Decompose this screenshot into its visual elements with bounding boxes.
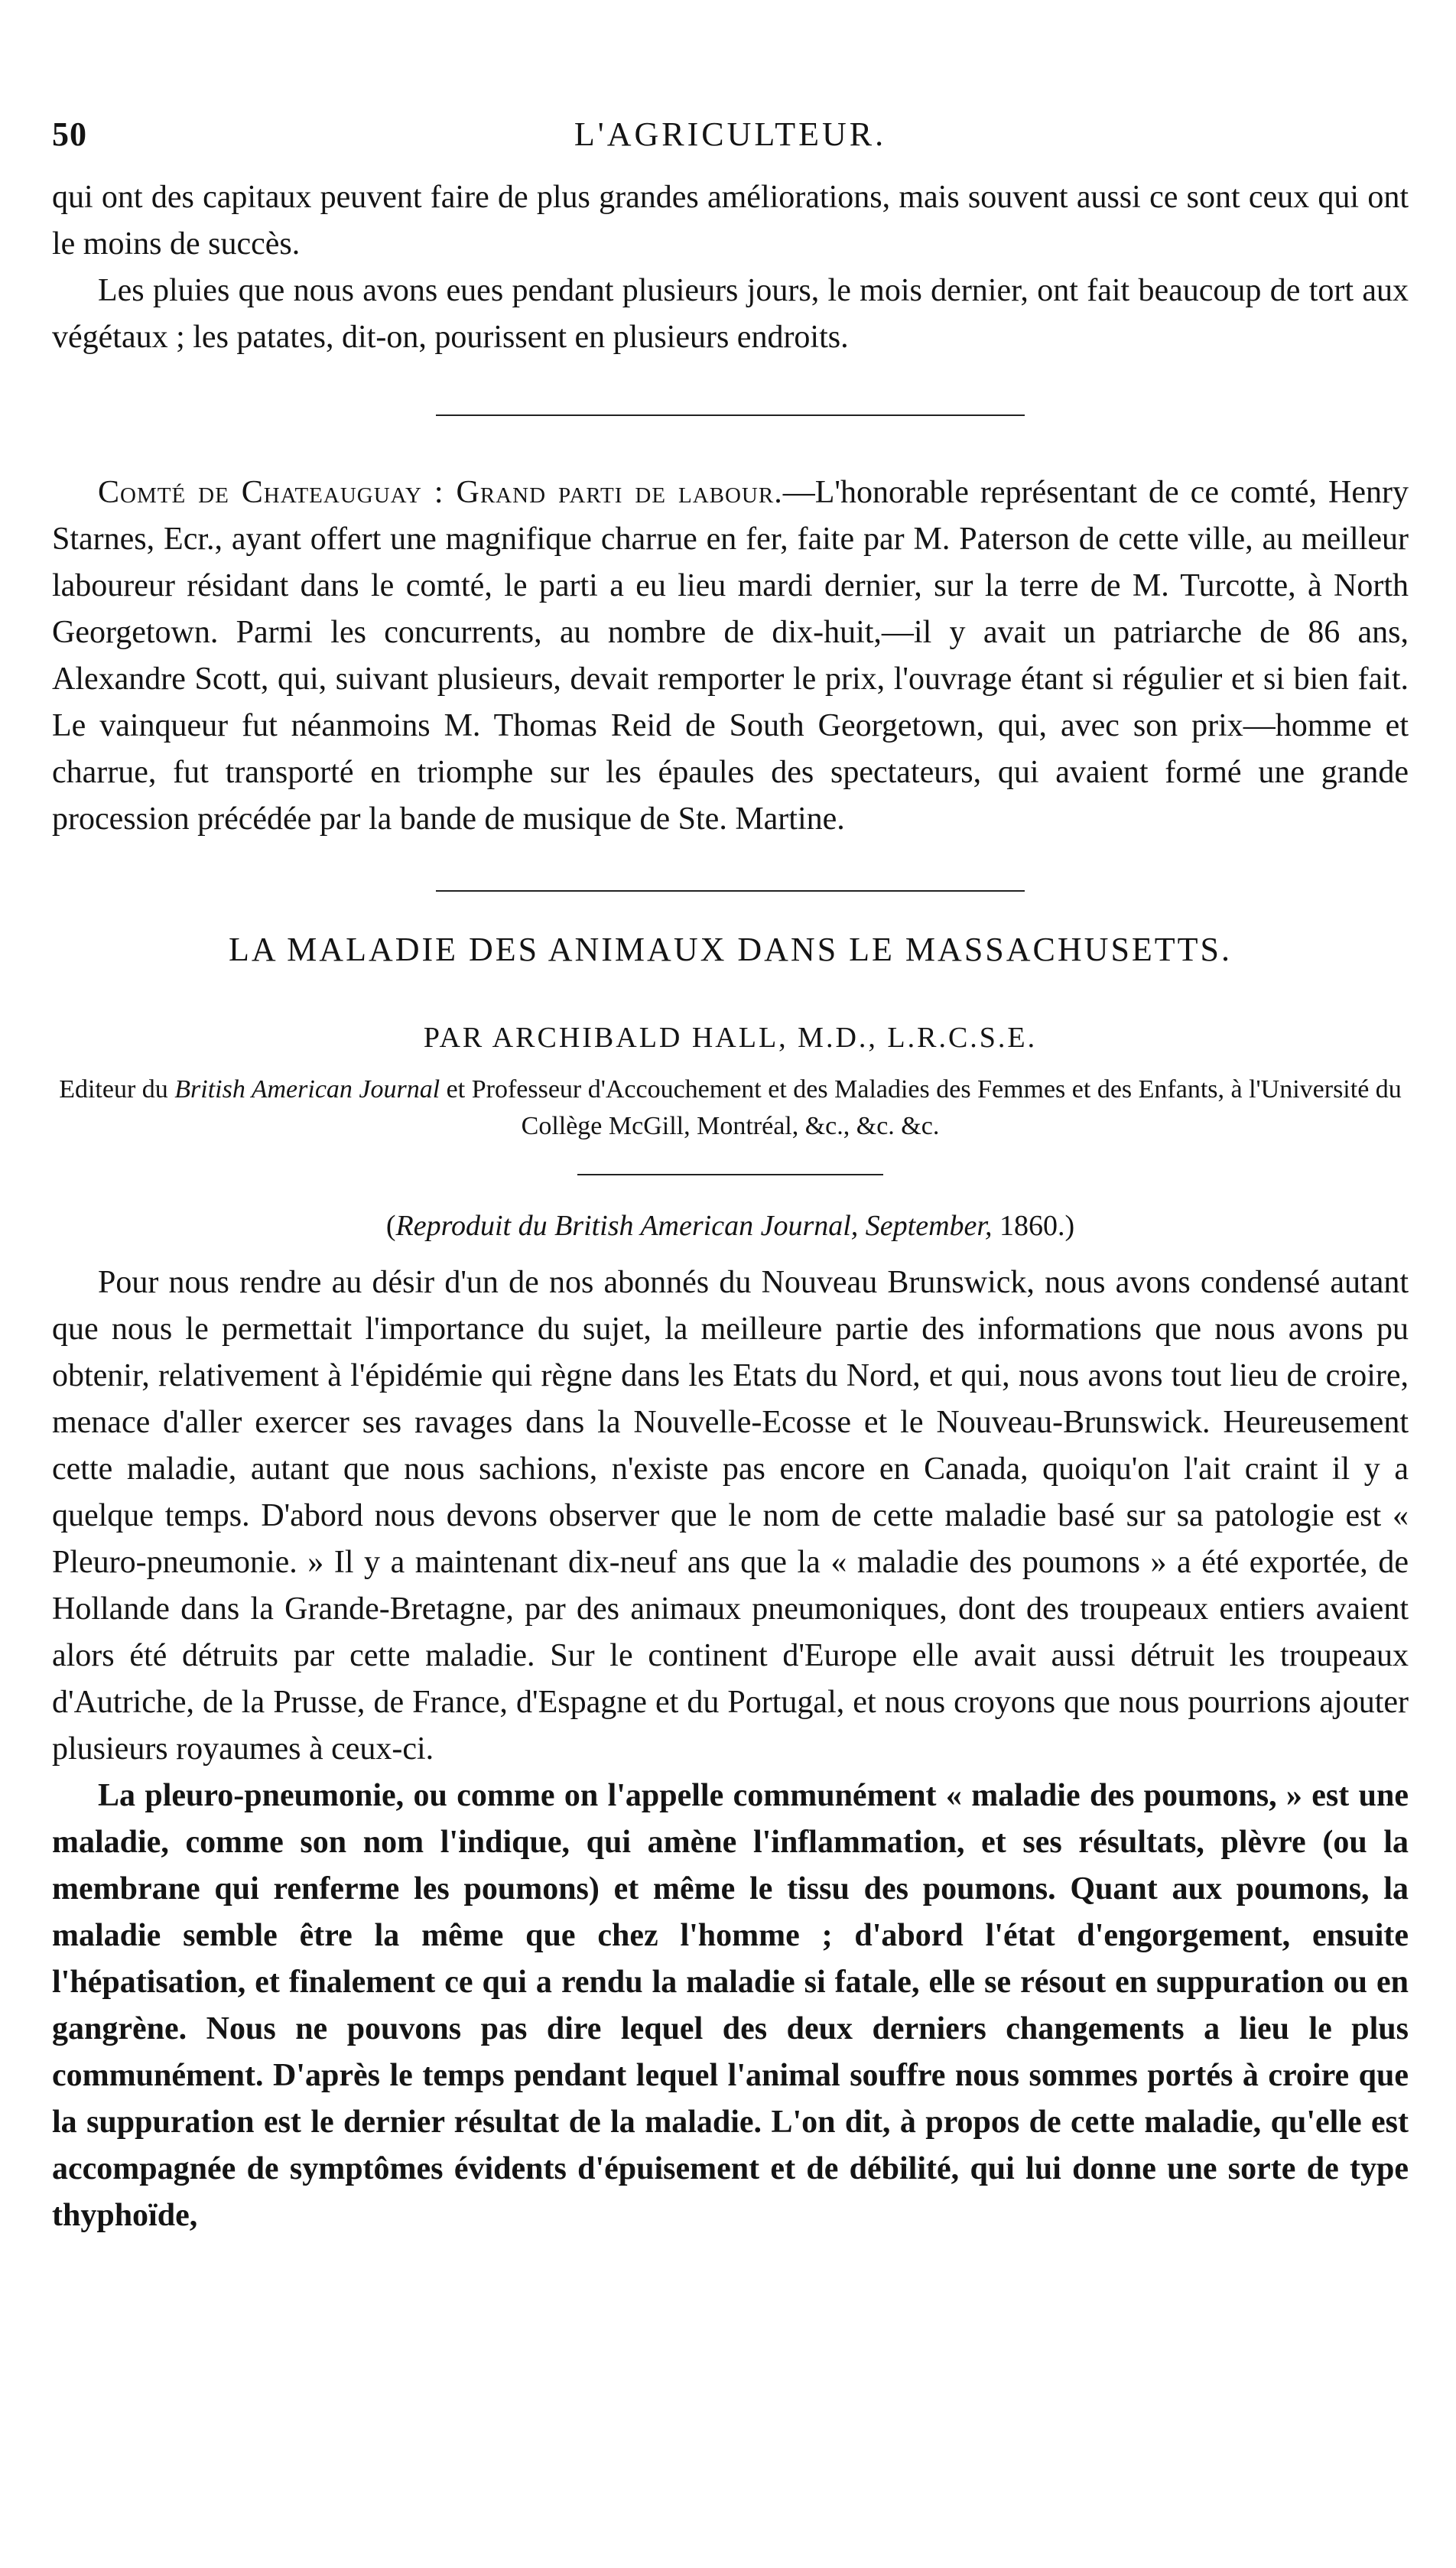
- running-title: L'AGRICULTEUR.: [574, 115, 887, 153]
- section-divider: [577, 1174, 883, 1175]
- journal-name: British American Journal: [174, 1075, 440, 1104]
- intro-paragraph-2: Les pluies que nous avons eues pendant plusieurs jours, le mois dernier, ont fait beaucoup de tort aux végétaux ; les patates, dit-on, pourissent en plusieurs endroits.: [52, 273, 1409, 355]
- article-paragraph-2: La pleuro-pneumonie, ou comme on l'appelle communément « maladie des poumons, » est une maladie, comme son nom l'indique, qui amène l'inflammation, et ses résultats, plèvre (ou la membrane qui renferme les poumons) et même le tissu des poumons. Quant aux poumons, la maladie semble être la même que chez l'homme ; d'abord l'état d'engorgement, ensuite l'hépatisation, et finalement ce qui a rendu la maladie si fatale, elle se résout en suppuration ou en gangrène. Nous ne pouvons pas dire lequel des deux derniers changements a lieu le plus communément. D'après le temps pendant lequel l'animal souffre nous sommes portés à croire que la suppuration est le dernier résultat de la maladie. L'on dit, à propos de cette maladie, qu'elle est accompagnée de symptômes évidents d'épuisement et de débilité, qui lui donne une sorte de type thyphoïde,: [52, 1778, 1409, 2233]
- book-page: [52, 115, 1409, 2239]
- page-header: [52, 115, 1409, 168]
- news-item: [52, 470, 1409, 843]
- intro-paragraph-1: qui ont des capitaux peuvent faire de plus grandes améliorations, mais souvent aussi ce sont ceux qui ont le moins de succès.: [52, 180, 1409, 262]
- article-title: LA MALADIE DES ANIMAUX DANS LE MASSACHUSETTS.: [228, 931, 1233, 968]
- reprint-note: (Reproduit du British American Journal, September, 1860.): [385, 1210, 1075, 1242]
- author-affiliation: Editeur du British American Journal et Professeur d'Accouchement et des Maladies des Femmes et des Enfants, à l'Université du Collège McGill, Montréal, &c., &c. &c.: [59, 1075, 1402, 1140]
- news-body: —L'honorable représentant de ce comté, Henry Starnes, Ecr., ayant offert une magnifique charrue en fer, faite par M. Paterson de cette ville, au meilleur laboureur résidant dans le comté, le parti a eu lieu mardi dernier, sur la terre de M. Turcotte, à North Georgetown. Parmi les concurrents, au nombre de dix-huit,—il y avait un patriarche de 86 ans, Alexandre Scott, qui, suivant plusieurs, devait remporter le prix, l'ouvrage étant si régulier et si bien fait. Le vainqueur fut néanmoins M. Thomas Reid de South Georgetown, qui, avec son prix—homme et charrue, fut transporté en triomphe sur les épaules des spectateurs, qui avaient formé une grande procession précédée par la bande de musique de Ste. Martine.: [52, 475, 1409, 837]
- article-paragraph-1: Pour nous rendre au désir d'un de nos abonnés du Nouveau Brunswick, nous avons condensé autant que nous le permettait l'importance du sujet, la meilleure partie des informations que nous avons pu obtenir, relativement à l'épidémie qui règne dans les Etats du Nord, et qui, nous avons tout lieu de croire, menace d'aller exercer ses ravages dans la Nouvelle-Ecosse et le Nouveau-Brunswick. Heureusement cette maladie, autant que nous sachions, n'existe pas encore en Canada, quoiqu'on l'ait craint il y a quelque temps. D'abord nous devons observer que le nom de cette maladie basé sur sa patologie est « Pleuro-pneumonie. » Il y a maintenant dix-neuf ans que la « maladie des poumons » a été exportée, de Hollande dans la Grande-Bretagne, par des animaux pneumoniques, dont des troupeaux entiers avaient alors été détruits par cette maladie. Sur le continent d'Europe elle avait aussi détruit les troupeaux d'Autriche, de la Prusse, de France, d'Espagne et du Portugal, et nous croyons que nous pourrions ajouter plusieurs royaumes à ceux-ci.: [52, 1265, 1409, 1767]
- article-byline: PAR ARCHIBALD HALL, M.D., L.R.C.S.E.: [423, 1022, 1038, 1054]
- page-number: 50: [52, 115, 87, 153]
- section-divider: [436, 890, 1025, 892]
- news-heading: Comté de Chateauguay : Grand parti de labour.: [98, 475, 783, 510]
- section-divider: [436, 414, 1025, 416]
